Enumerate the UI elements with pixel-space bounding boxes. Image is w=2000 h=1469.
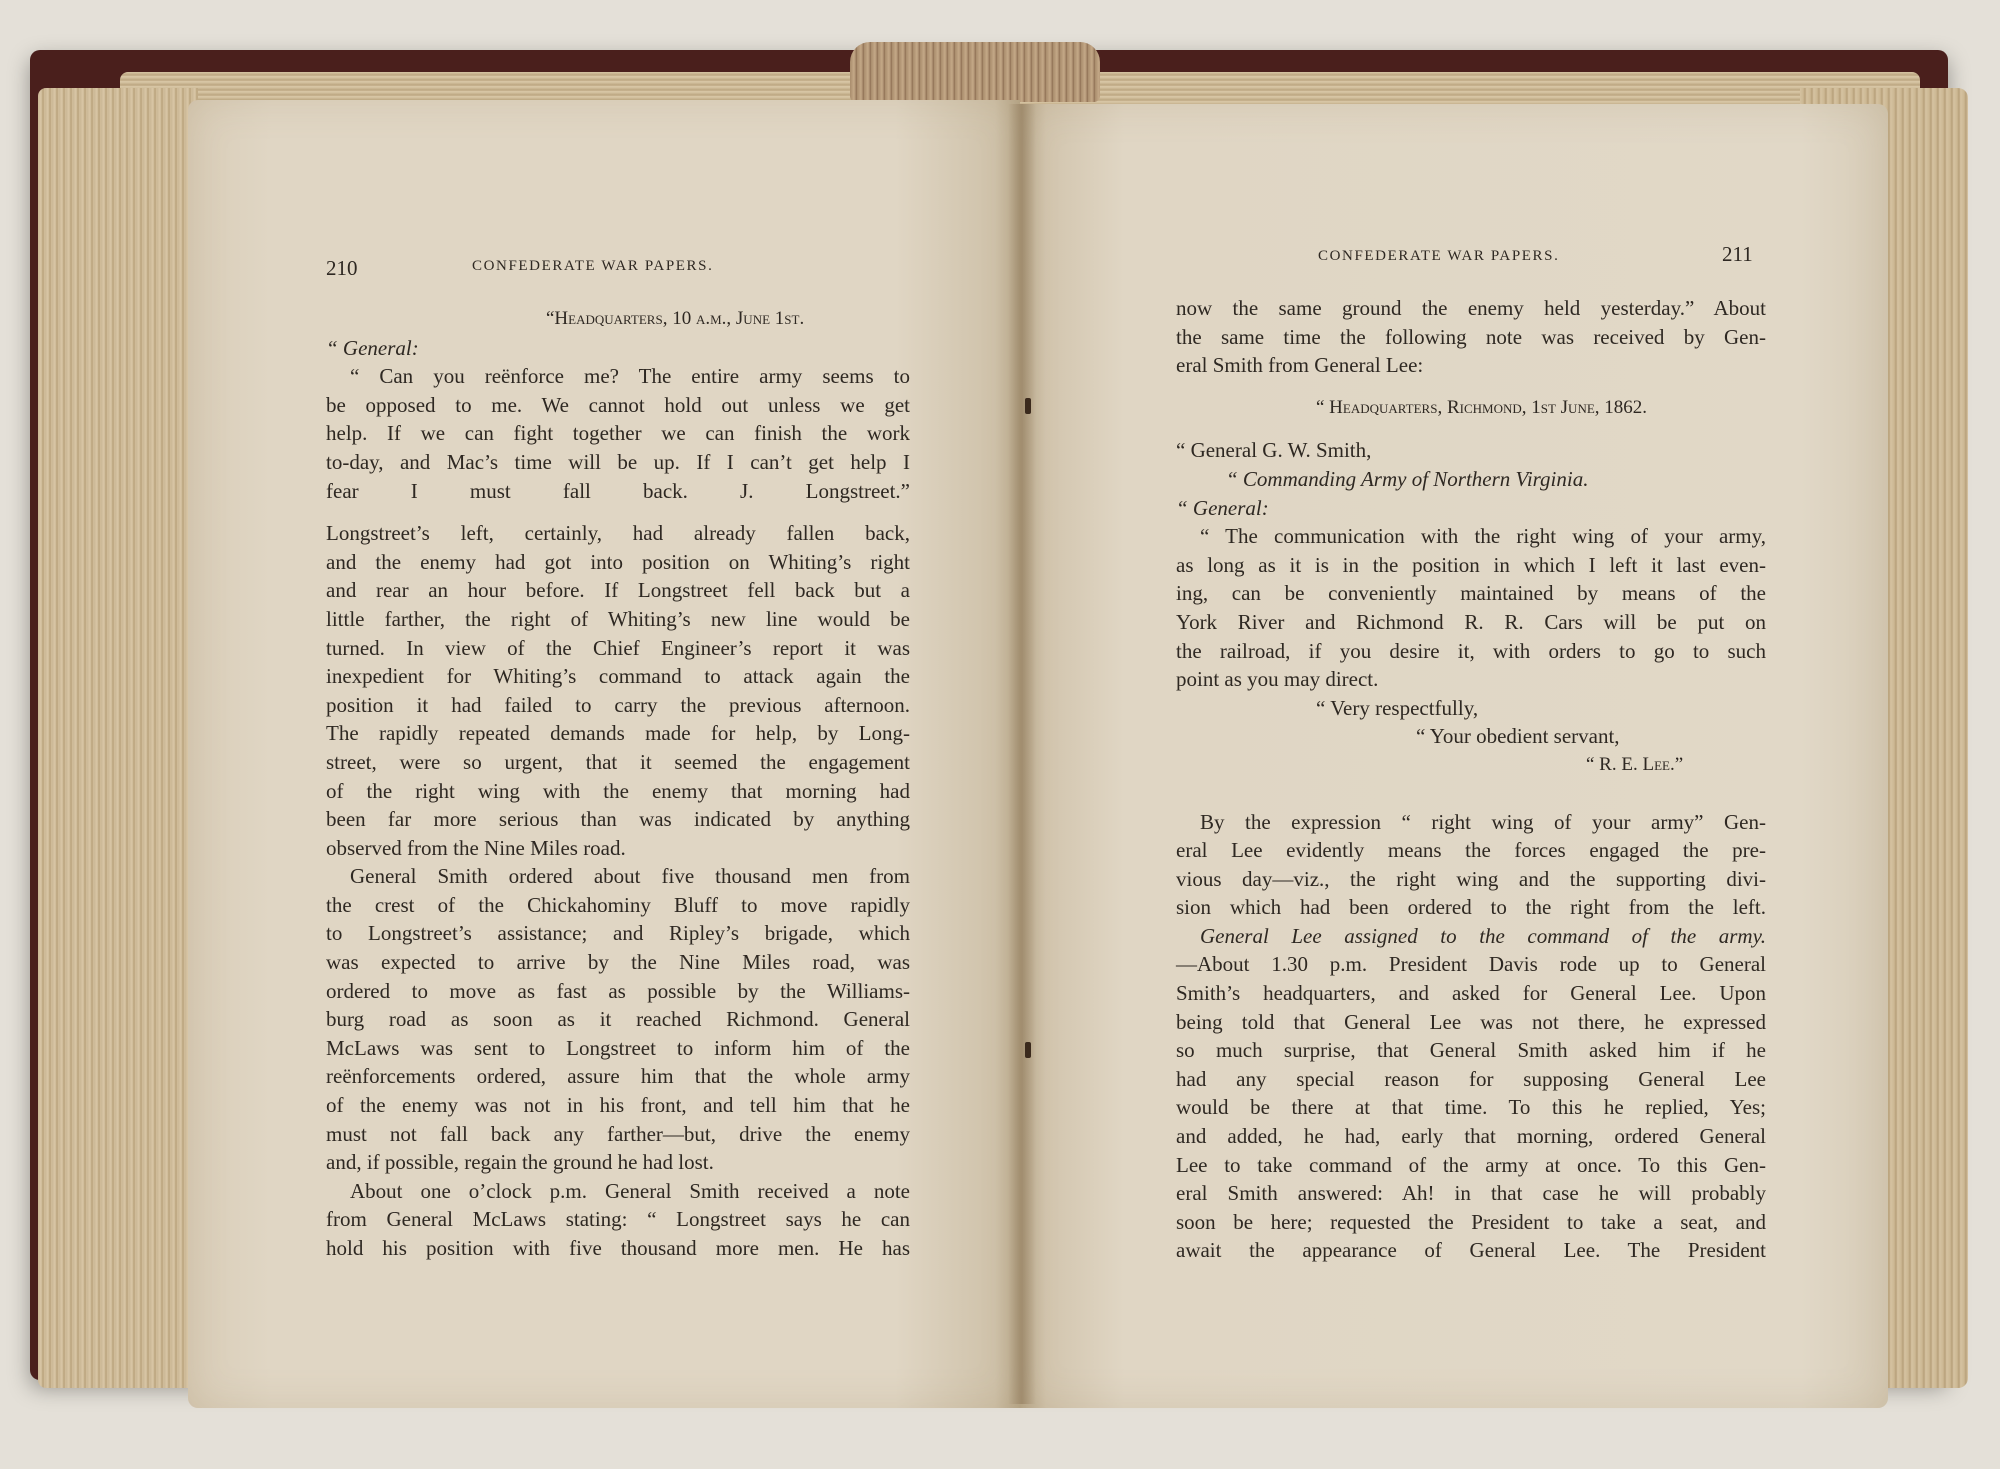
- text-line: “ Headquarters, Richmond, 1st June, 1862.: [1316, 396, 1648, 418]
- text-line: eral Smith from General Lee:: [1176, 353, 1424, 378]
- text-line: General Lee assigned to the command of the army.: [1200, 923, 1766, 948]
- text-line: [1176, 794, 1766, 808]
- text-line: was expected to arrive by the Nine Miles road, was: [326, 950, 910, 975]
- text-line: reënforcements ordered, assure him that the whole army: [326, 1064, 910, 1089]
- page-edges-left: [38, 88, 198, 1388]
- text-line: McLaws was sent to Longstreet to inform him of the: [326, 1035, 910, 1060]
- text-line: sion which had been ordered to the right from the left.: [1176, 895, 1766, 920]
- text-line: observed from the Nine Miles road.: [326, 835, 626, 860]
- text-line: the same time the following note was received by Gen-: [1176, 324, 1766, 349]
- text-line: [1176, 422, 1766, 436]
- text-line: as long as it is in the position in which I left it last even-: [1176, 552, 1766, 577]
- text-line: turned. In view of the Chief Engineer’s report it was: [326, 635, 910, 660]
- text-line: help. If we can fight together we can finish the work: [326, 421, 910, 446]
- spine-headband: [850, 42, 1100, 102]
- text-line: street, were so urgent, that it seemed the engagement: [326, 749, 910, 774]
- text-line: of the enemy was not in his front, and tell him that he: [326, 1093, 910, 1118]
- text-line: “ General:: [1176, 495, 1269, 520]
- text-line: By the expression “ right wing of your army” Gen-: [1200, 809, 1766, 834]
- binding-stitch: [1025, 1042, 1031, 1058]
- text-line: “ The communication with the right wing of your army,: [1200, 524, 1766, 549]
- text-line: to-day, and Mac’s time will be up. If I can’t get help I: [326, 449, 910, 474]
- text-line: the crest of the Chickahominy Bluff to move rapidly: [326, 892, 910, 917]
- text-line: Lee to take command of the army at once. To this Gen-: [1176, 1152, 1766, 1177]
- text-line: eral Lee evidently means the forces engaged the pre-: [1176, 838, 1766, 863]
- text-line: must not fall back any farther—but, drive the enemy: [326, 1121, 910, 1146]
- text-line: ing, can be conveniently maintained by means of the: [1176, 581, 1766, 606]
- text-line: little farther, the right of Whiting’s new line would be: [326, 606, 910, 631]
- text-line: fear I must fall back. J. Longstreet.”: [326, 478, 910, 503]
- text-line: and, if possible, regain the ground he had lost.: [326, 1150, 714, 1175]
- text-line: inexpedient for Whiting’s command to attack again the: [326, 664, 910, 689]
- text-line: Smith’s headquarters, and asked for General Lee. Upon: [1176, 981, 1766, 1006]
- text-line: “ R. E. Lee.”: [1586, 753, 1684, 775]
- text-line: ordered to move as fast as possible by the Williams-: [326, 978, 910, 1003]
- text-line: and the enemy had got into position on Whiting’s right: [326, 549, 910, 574]
- text-line: “ Very respectfully,: [1316, 695, 1479, 720]
- text-line: burg road as soon as it reached Richmond. General: [326, 1007, 910, 1032]
- text-line: —About 1.30 p.m. President Davis rode up to General: [1176, 952, 1766, 977]
- text-line: [326, 505, 910, 519]
- text-line: “ General:: [326, 335, 419, 360]
- text-line: and added, he had, early that morning, ordered General: [1176, 1124, 1766, 1149]
- text-line: About one o’clock p.m. General Smith received a note: [350, 1178, 910, 1203]
- text-line: [1176, 380, 1766, 394]
- text-line: “ Commanding Army of Northern Virginia.: [1226, 466, 1589, 491]
- text-line: “Headquarters, 10 a.m., June 1st.: [546, 308, 805, 329]
- text-line: being told that General Lee was not there, he expressed: [1176, 1009, 1766, 1034]
- text-line: [1176, 780, 1766, 794]
- text-line: await the appearance of General Lee. The President: [1176, 1238, 1766, 1263]
- text-line: from General McLaws stating: “ Longstreet says he can: [326, 1207, 910, 1232]
- right-page-body: [1176, 294, 1766, 1265]
- binding-stitch: [1025, 398, 1031, 414]
- book-gutter: [1008, 104, 1036, 1404]
- text-line: be opposed to me. We cannot hold out unless we get: [326, 392, 910, 417]
- text-line: General Smith ordered about five thousand men from: [350, 864, 910, 889]
- text-line: point as you may direct.: [1176, 667, 1379, 692]
- left-running-head: CONFEDERATE WAR PAPERS.: [472, 258, 714, 274]
- text-line: The rapidly repeated demands made for help, by Long-: [326, 721, 910, 746]
- text-line: soon be here; requested the President to take a seat, and: [1176, 1209, 1766, 1234]
- text-line: vious day—viz., the right wing and the supporting divi-: [1176, 866, 1766, 891]
- text-line: and rear an hour before. If Longstreet fell back but a: [326, 578, 910, 603]
- left-page-number: 210: [326, 256, 358, 280]
- text-line: the railroad, if you desire it, with orders to go to such: [1176, 638, 1766, 663]
- text-line: “ General G. W. Smith,: [1176, 438, 1372, 463]
- text-line: now the same ground the enemy held yesterday.” About: [1176, 296, 1766, 320]
- text-line: so much surprise, that General Smith asked him if he: [1176, 1038, 1766, 1063]
- text-line: been far more serious than was indicated by anything: [326, 807, 910, 832]
- right-running-head: CONFEDERATE WAR PAPERS.: [1318, 248, 1560, 264]
- text-line: would be there at that time. To this he replied, Yes;: [1176, 1095, 1766, 1120]
- text-line: Longstreet’s left, certainly, had already fallen back,: [326, 521, 910, 546]
- text-line: position it had failed to carry the previous afternoon.: [326, 692, 910, 717]
- text-line: of the right wing with the enemy that morning had: [326, 778, 910, 803]
- text-line: York River and Richmond R. R. Cars will be put on: [1176, 609, 1766, 634]
- text-line: “ Your obedient servant,: [1416, 724, 1620, 749]
- text-line: “ Can you reënforce me? The entire army seems to: [350, 364, 910, 389]
- text-line: to Longstreet’s assistance; and Ripley’s brigade, which: [326, 921, 910, 946]
- right-page-number: 211: [1722, 242, 1753, 266]
- text-line: eral Smith answered: Ah! in that case he will probably: [1176, 1181, 1766, 1206]
- text-line: had any special reason for supposing General Lee: [1176, 1066, 1766, 1091]
- left-page-body: [326, 305, 910, 1263]
- text-line: hold his position with five thousand more men. He has: [326, 1236, 910, 1260]
